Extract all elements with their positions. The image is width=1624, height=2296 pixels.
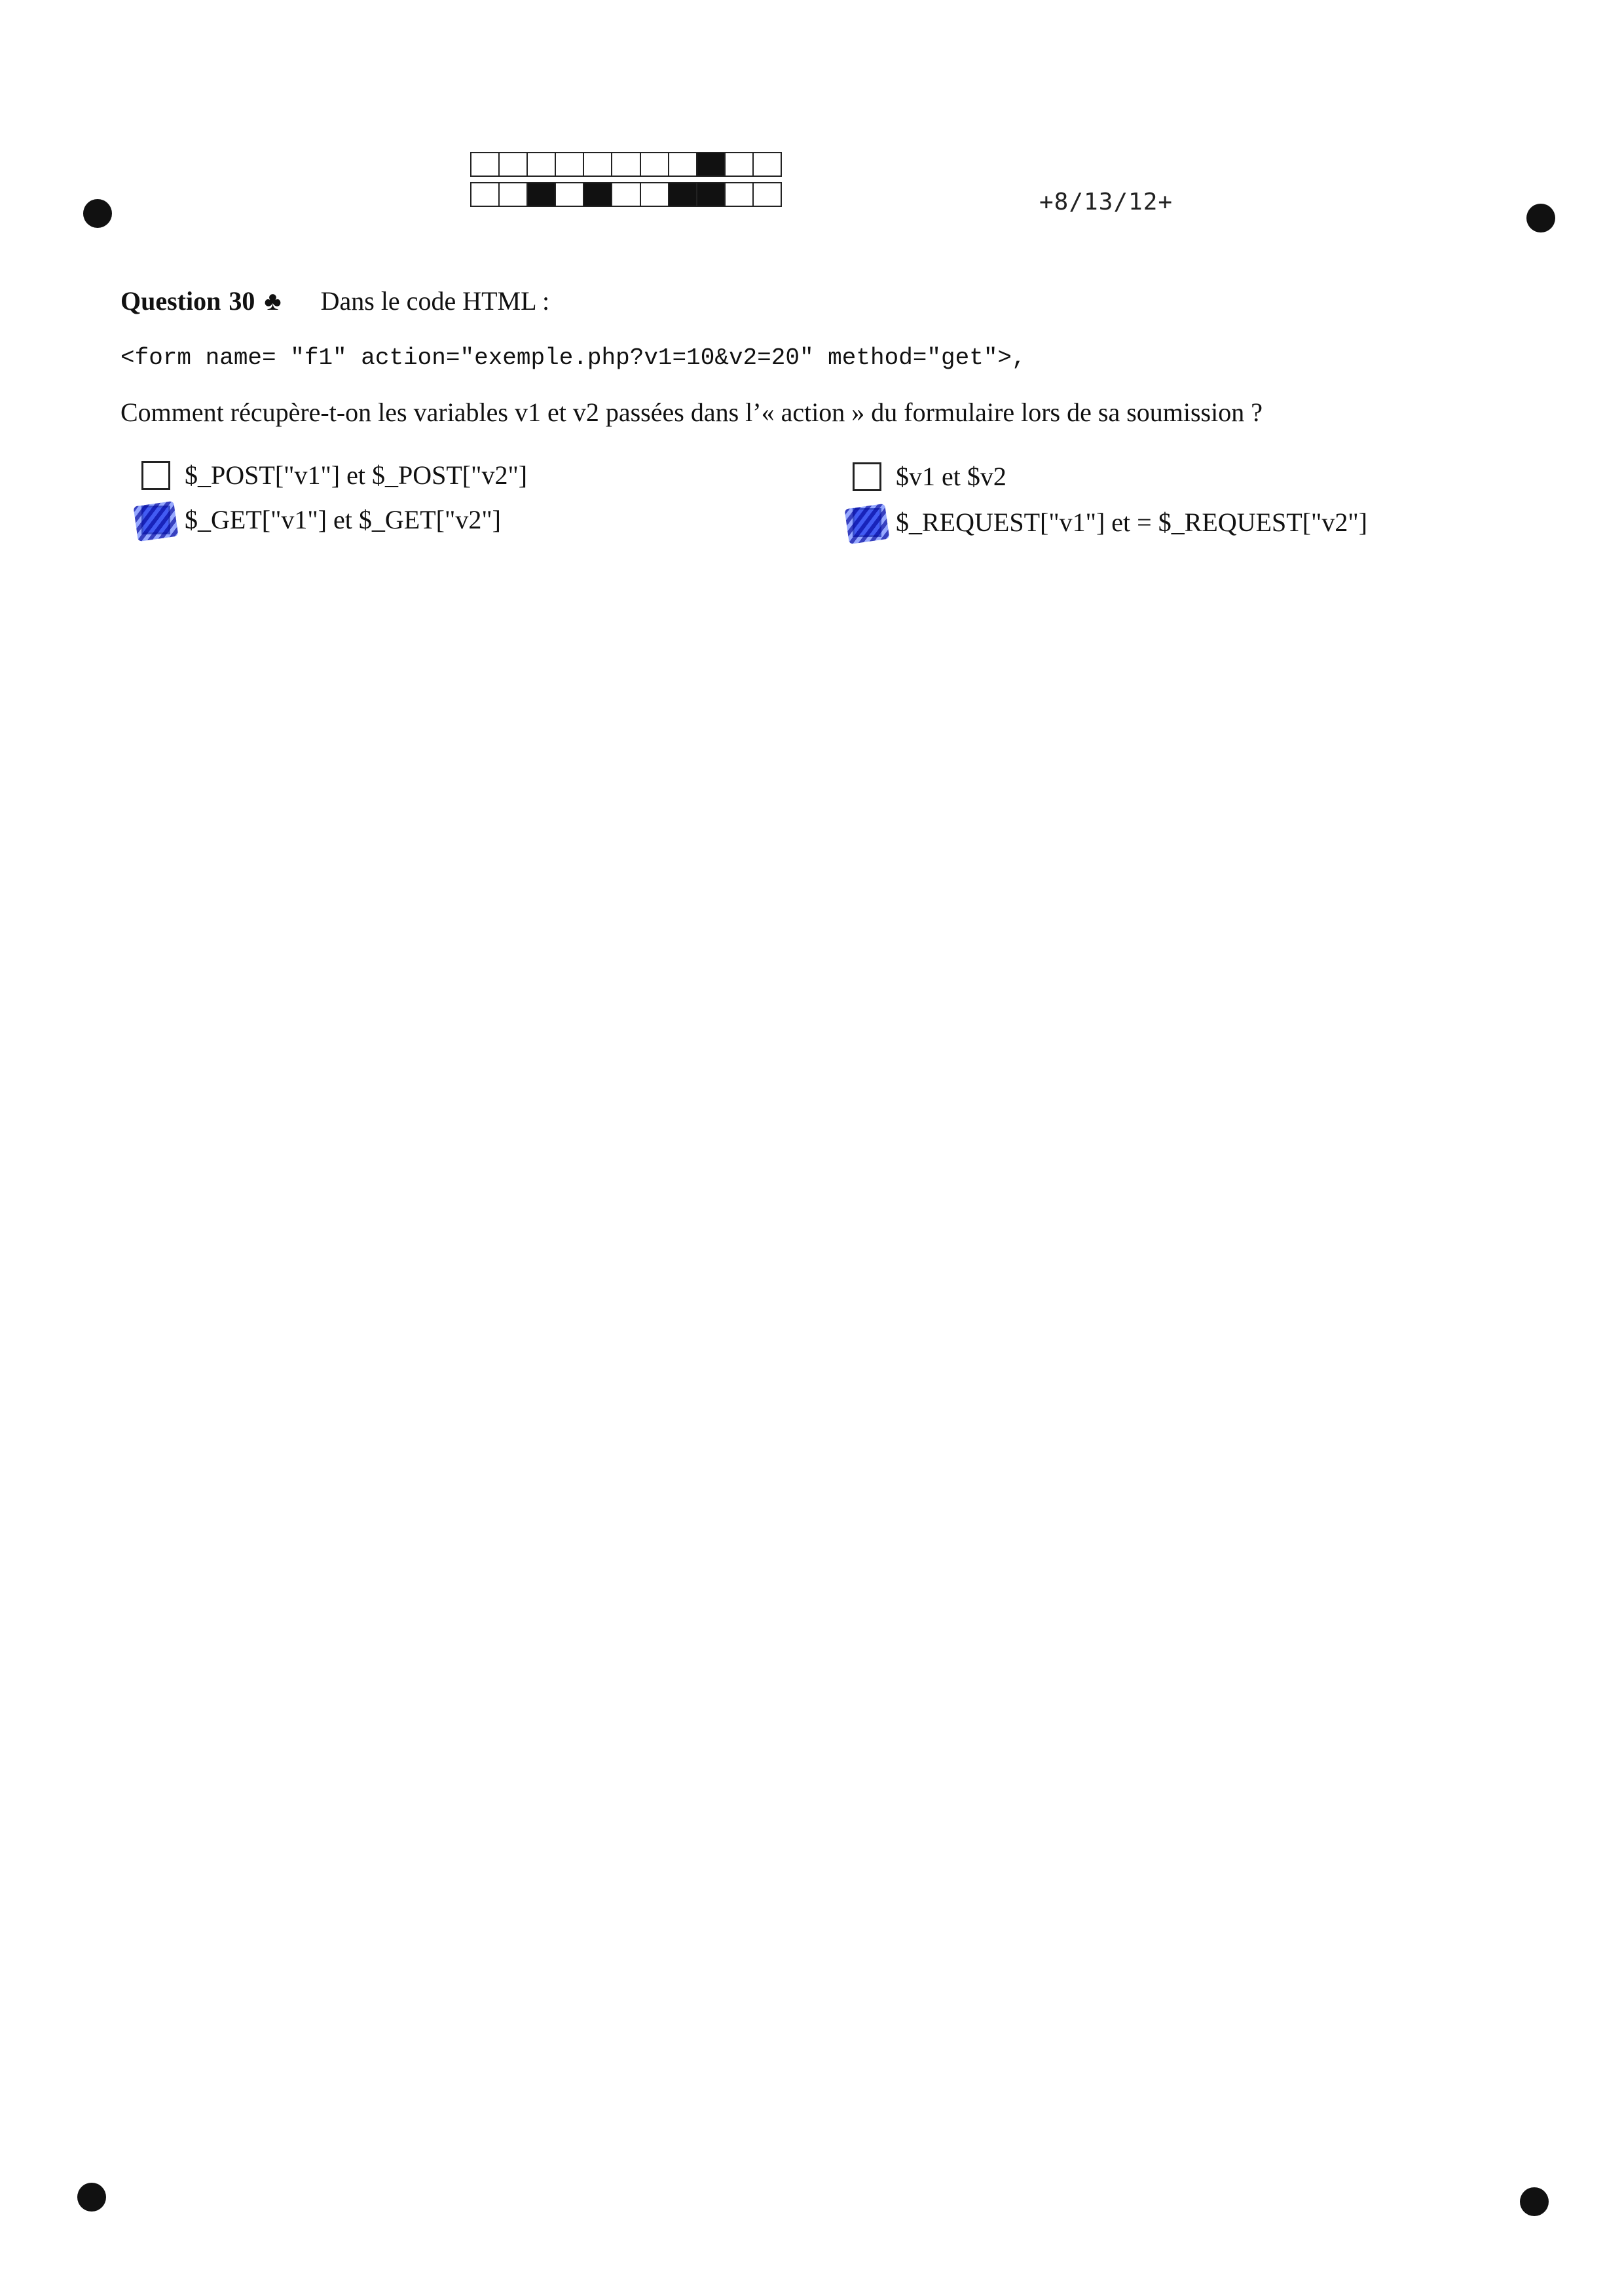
id-code-cell: [724, 182, 754, 207]
answer-option-3[interactable]: [853, 461, 1006, 492]
id-code-cell: [470, 182, 500, 207]
registration-mark-top-left: [83, 199, 112, 228]
id-code-cell: [555, 182, 584, 207]
id-code-cell: [498, 182, 528, 207]
id-code-cell: [668, 182, 697, 207]
id-code-cell: [526, 152, 556, 177]
id-code-cell: [611, 182, 640, 207]
question-header: [120, 286, 549, 316]
answer-label-4: $_REQUEST["v1"] et = $_REQUEST["v2"]: [896, 508, 1368, 537]
id-code-cell: [498, 152, 528, 177]
id-code-cell: [611, 152, 640, 177]
id-code-cell: [526, 182, 556, 207]
question-intro: Dans le code HTML :: [320, 286, 550, 316]
id-code-cell: [583, 152, 612, 177]
answer-option-2[interactable]: [141, 504, 501, 535]
answer-label-3: $v1 et $v2: [896, 462, 1006, 491]
id-code-cell: [640, 182, 669, 207]
id-code-cell: [696, 152, 726, 177]
answer-checkbox-2[interactable]: [141, 506, 170, 534]
id-code-cell: [752, 182, 782, 207]
answer-checkbox-1[interactable]: [141, 461, 170, 490]
registration-mark-bottom-left: [77, 2183, 106, 2212]
answer-label-1: $_POST["v1"] et $_POST["v2"]: [185, 460, 528, 490]
question-code: <form name= "f1" action="exemple.php?v1=10&v2=20" method="get">,: [120, 344, 1026, 371]
id-code-cell: [668, 152, 697, 177]
page-code: +8/13/12+: [1039, 189, 1173, 215]
id-code-cell: [752, 152, 782, 177]
answer-option-4[interactable]: [853, 507, 1367, 538]
id-code-cell: [583, 182, 612, 207]
question-number: 30: [229, 286, 255, 316]
id-code-cell: [724, 152, 754, 177]
club-icon: ♣: [264, 286, 282, 316]
answer-option-1[interactable]: [141, 460, 527, 491]
answer-checkbox-3[interactable]: [853, 462, 881, 491]
registration-mark-bottom-right: [1520, 2187, 1549, 2216]
registration-mark-top-right: [1526, 204, 1555, 232]
id-code-cell: [470, 152, 500, 177]
id-code-cell: [696, 182, 726, 207]
id-code-cell: [555, 152, 584, 177]
answer-label-2: $_GET["v1"] et $_GET["v2"]: [185, 505, 501, 534]
id-code-row-2: [471, 182, 782, 207]
question-label: Question: [120, 286, 221, 316]
id-code-row-1: [471, 152, 782, 177]
id-code-cell: [640, 152, 669, 177]
answer-checkbox-4[interactable]: [853, 508, 881, 537]
question-text: Comment récupère-t-on les variables v1 et v2 passées dans l’« action » du formulaire lors de sa soumission ?: [120, 398, 1263, 427]
